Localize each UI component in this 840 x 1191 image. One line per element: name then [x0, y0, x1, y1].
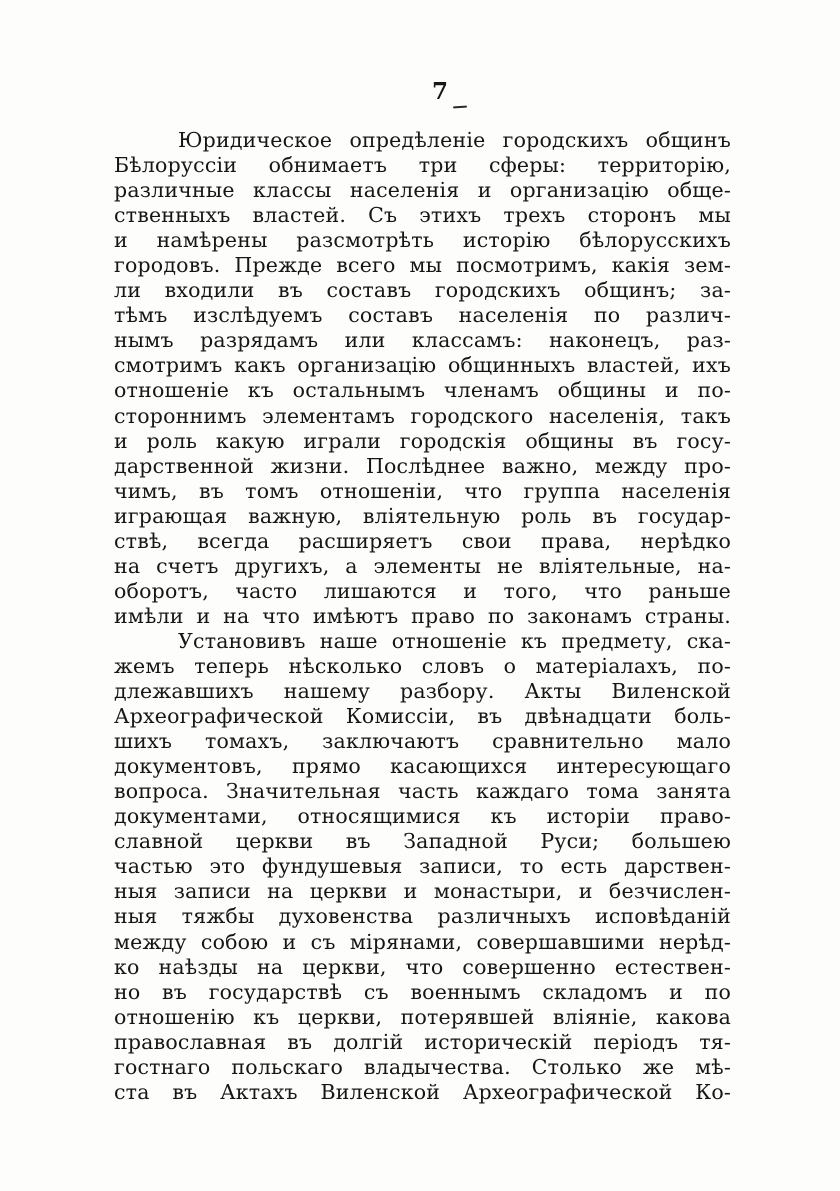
text-line: ко наѣзды на церкви, что совершенно естествен-	[114, 954, 731, 979]
text-line: играющая важную, вліятельную роль въ государ-	[114, 503, 731, 528]
text-line: городовъ. Прежде всего мы посмотримъ, какія зем-	[114, 253, 731, 278]
text-line: Бѣлоруссіи обнимаетъ три сферы: территорію,	[114, 153, 731, 178]
text-line: жемъ теперь нѣсколько словъ о матеріалахъ, по-	[114, 653, 731, 678]
text-line: православная въ долгій историческій періодъ тя-	[114, 1029, 731, 1054]
text-line: имѣли и на что имѣютъ право по законамъ страны.	[114, 603, 731, 628]
text-line: Установивъ наше отношеніе къ предмету, ска-	[178, 628, 731, 653]
text-line: документовъ, прямо касающихся интересующаго	[114, 754, 731, 779]
text-line: и роль какую играли городскія общины въ госу-	[114, 428, 731, 453]
text-line: дарственной жизни. Послѣднее важно, между про-	[114, 453, 731, 478]
text-block	[114, 128, 731, 1105]
text-line: на счетъ другихъ, а элементы не вліятельные, на-	[114, 553, 731, 578]
text-line: тѣмъ изслѣдуемъ составъ населенія по различ-	[114, 303, 731, 328]
text-line: Археографической Комиссіи, въ двѣнадцати боль-	[114, 704, 731, 729]
text-line: ста въ Актахъ Виленской Археографической Ко-	[114, 1079, 731, 1104]
paragraph	[114, 629, 731, 1105]
text-line: гостнаго польскаго владычества. Столько же мѣ-	[114, 1054, 731, 1079]
text-line: оборотъ, часто лишаются и того, что раньше	[114, 578, 731, 603]
text-line: но въ государствѣ съ военнымъ складомъ и по	[114, 979, 731, 1004]
page-number: 7	[431, 78, 448, 105]
text-line: нымъ разрядамъ или классамъ: наконецъ, раз-	[114, 328, 731, 353]
text-line: частью это фундушевыя записи, то есть дарствен-	[114, 854, 731, 879]
text-line: различные классы населенія и организацію обще-	[114, 178, 731, 203]
text-line: ли входили въ составъ городскихъ общинъ; за-	[114, 278, 731, 303]
text-line: вопроса. Значительная часть каждаго тома занята	[114, 779, 731, 804]
text-line: ственныхъ властей. Съ этихъ трехъ сторонъ мы	[114, 203, 731, 228]
stray-dash-mark	[453, 106, 467, 109]
text-line: ныя тяжбы духовенства различныхъ исповѣданій	[114, 904, 731, 929]
text-line: Юридическое опредѣленіе городскихъ общинъ	[178, 128, 731, 152]
paragraph	[114, 128, 731, 629]
text-line: отношеніе къ остальнымъ членамъ общины и по-	[114, 378, 731, 403]
text-line: стороннимъ элементамъ городского населенія, такъ	[114, 403, 731, 428]
text-line: славной церкви въ Западной Руси; большею	[114, 829, 731, 854]
text-line: документами, относящимися къ исторіи право-	[114, 804, 731, 829]
text-line: смотримъ какъ организацію общинныхъ властей, ихъ	[114, 353, 731, 378]
text-line: чимъ, въ томъ отношеніи, что группа населенія	[114, 478, 731, 503]
text-line: длежавшихъ нашему разбору. Акты Виленской	[114, 679, 731, 704]
text-line: между собою и съ мірянами, совершавшими нерѣд-	[114, 929, 731, 954]
text-line: и намѣрены разсмотрѣть исторію бѣлорусскихъ	[114, 228, 731, 253]
text-line: ныя записи на церкви и монастыри, и безчислен-	[114, 879, 731, 904]
text-line: шихъ томахъ, заключаютъ сравнительно мало	[114, 729, 731, 754]
text-line: отношенію къ церкви, потерявшей вліяніе, какова	[114, 1004, 731, 1029]
text-line: ствѣ, всегда расширяетъ свои права, нерѣдко	[114, 528, 731, 553]
